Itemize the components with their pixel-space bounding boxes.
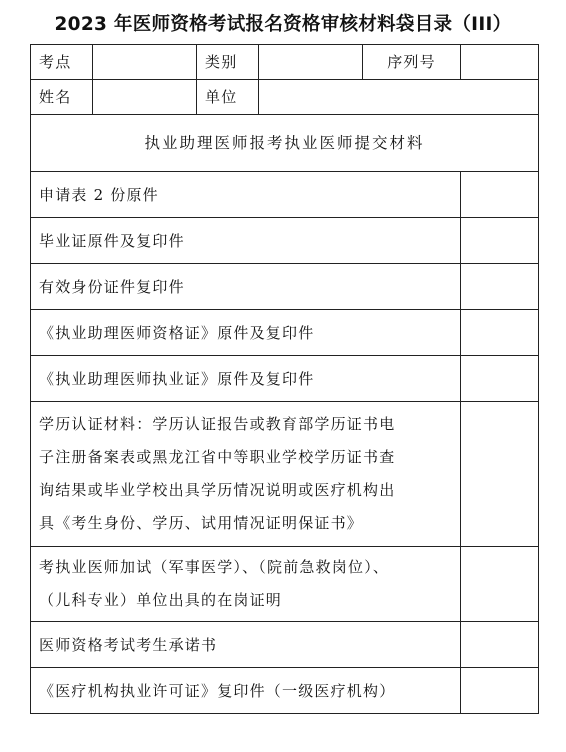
label-unit: 单位 — [197, 80, 259, 115]
table-row — [31, 310, 539, 356]
table-row — [31, 402, 539, 547]
table-row — [31, 172, 539, 218]
item-education-certification — [31, 402, 461, 547]
item-line: 子注册备案表或黑龙江省中等职业学校学历证书查 — [39, 448, 396, 466]
table-row — [31, 622, 539, 668]
item-line: 学历认证材料：学历认证报告或教育部学历证书电 — [39, 415, 396, 433]
materials-table — [30, 44, 539, 714]
document-title: 2023 年医师资格考试报名资格审核材料袋目录（III） — [54, 14, 512, 35]
check-cell[interactable] — [461, 310, 539, 356]
field-category[interactable] — [259, 45, 363, 80]
table-row — [31, 264, 539, 310]
item-application-form: 申请表 2 份原件 — [31, 172, 461, 218]
check-cell[interactable] — [461, 402, 539, 547]
check-cell[interactable] — [461, 264, 539, 310]
check-cell[interactable] — [461, 668, 539, 714]
section-title: 执业助理医师报考执业医师提交材料 — [31, 115, 539, 172]
field-name[interactable] — [93, 80, 197, 115]
check-cell[interactable] — [461, 356, 539, 402]
item-line: （儿科专业）单位出具的在岗证明 — [39, 591, 283, 609]
label-name: 姓名 — [31, 80, 93, 115]
item-id-copy: 有效身份证件复印件 — [31, 264, 461, 310]
section-row — [31, 115, 539, 172]
item-institution-license: 《医疗机构执业许可证》复印件（一级医疗机构） — [31, 668, 461, 714]
check-cell[interactable] — [461, 622, 539, 668]
field-serial[interactable] — [461, 45, 539, 80]
table-row — [31, 356, 539, 402]
table-row — [31, 547, 539, 622]
item-line: 具《考生身份、学历、试用情况证明保证书》 — [39, 514, 364, 532]
item-diploma: 毕业证原件及复印件 — [31, 218, 461, 264]
field-site[interactable] — [93, 45, 197, 80]
item-assistant-qualification: 《执业助理医师资格证》原件及复印件 — [31, 310, 461, 356]
label-serial: 序列号 — [363, 45, 461, 80]
label-site: 考点 — [31, 45, 93, 80]
item-on-duty-proof — [31, 547, 461, 622]
check-cell[interactable] — [461, 218, 539, 264]
check-cell[interactable] — [461, 172, 539, 218]
header-row-name — [31, 80, 539, 115]
header-row-site — [31, 45, 539, 80]
check-cell[interactable] — [461, 547, 539, 622]
field-unit[interactable] — [259, 80, 539, 115]
item-assistant-practice: 《执业助理医师执业证》原件及复印件 — [31, 356, 461, 402]
item-line: 询结果或毕业学校出具学历情况说明或医疗机构出 — [39, 481, 396, 499]
item-candidate-pledge: 医师资格考试考生承诺书 — [31, 622, 461, 668]
table-row — [31, 218, 539, 264]
label-category: 类别 — [197, 45, 259, 80]
table-row — [31, 668, 539, 714]
item-line: 考执业医师加试（军事医学）、（院前急救岗位）、 — [39, 558, 390, 576]
